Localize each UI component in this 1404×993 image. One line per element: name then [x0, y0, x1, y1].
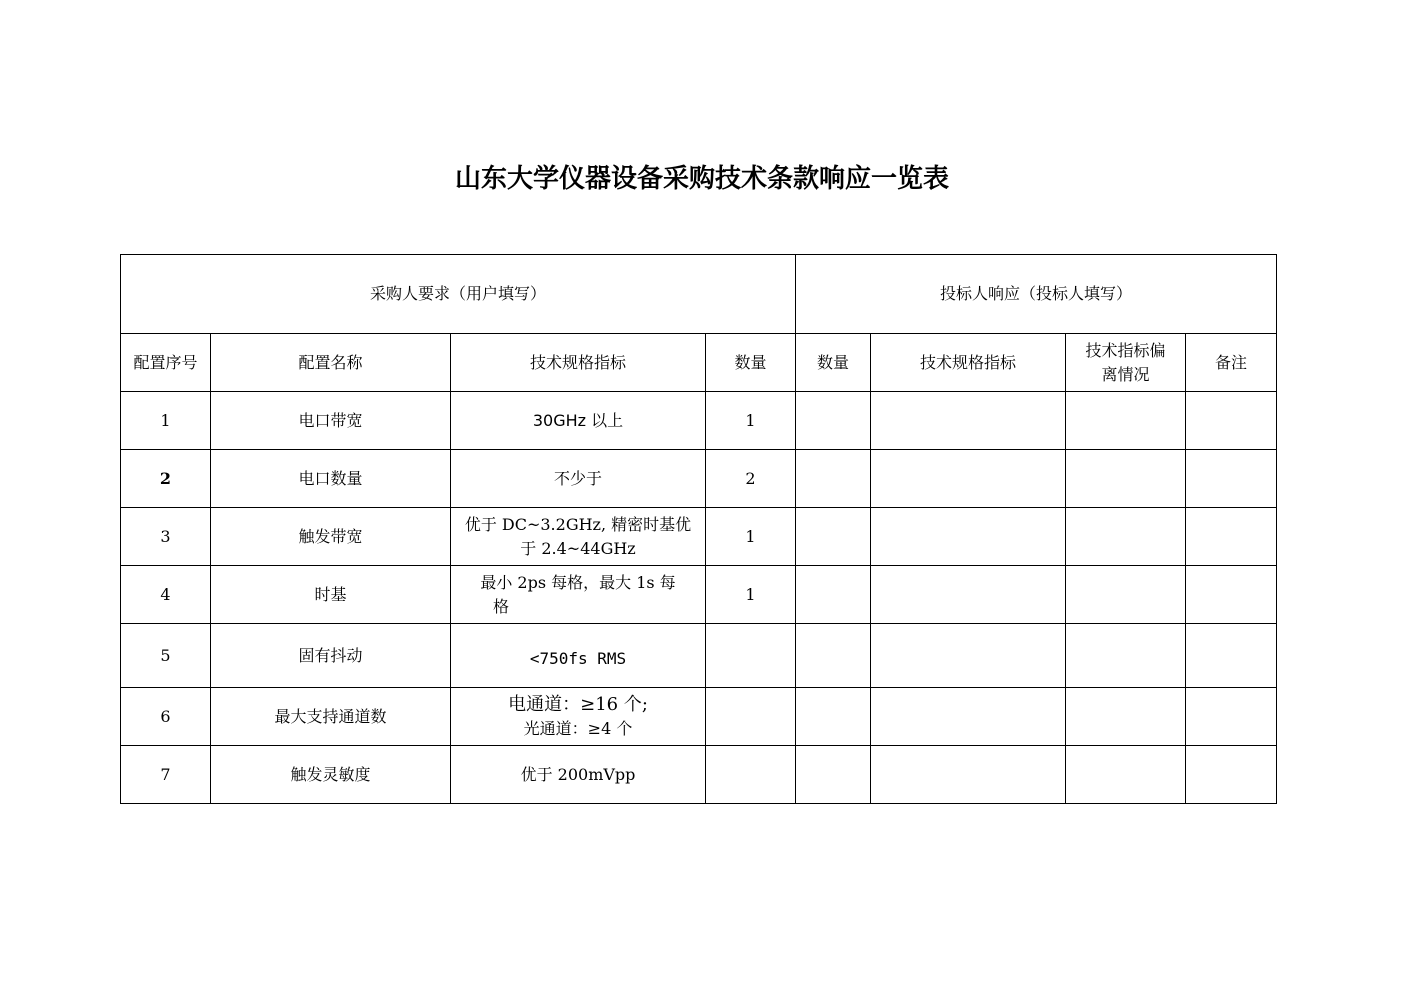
- col-header-qty: 数量: [706, 334, 796, 392]
- row-spec: [451, 566, 706, 624]
- row-spec-line1: 电通道：≥16 个;: [508, 694, 648, 715]
- row-qty: 1: [706, 566, 796, 624]
- row-spec: <750fs RMS: [451, 624, 706, 688]
- row-spec: 30GHz 以上: [451, 392, 706, 450]
- row-remark[interactable]: [1186, 508, 1277, 566]
- row-resp-spec[interactable]: [871, 392, 1066, 450]
- row-seq: 6: [121, 688, 211, 746]
- row-resp-qty[interactable]: [796, 688, 871, 746]
- row-spec: [451, 508, 706, 566]
- row-deviation[interactable]: [1066, 566, 1186, 624]
- buyer-requirements-header: 采购人要求（用户填写）: [121, 255, 796, 334]
- row-name: 电口带宽: [211, 392, 451, 450]
- row-spec: [451, 688, 706, 746]
- row-name: 触发灵敏度: [211, 746, 451, 804]
- row-name: 电口数量: [211, 450, 451, 508]
- row-resp-spec[interactable]: [871, 746, 1066, 804]
- table-row: [121, 392, 1277, 450]
- col-header-deviation: [1066, 334, 1186, 392]
- col-header-name: 配置名称: [211, 334, 451, 392]
- group-header-row: [121, 255, 1277, 334]
- table-row: [121, 688, 1277, 746]
- row-resp-qty[interactable]: [796, 450, 871, 508]
- row-seq: 3: [121, 508, 211, 566]
- row-seq: 4: [121, 566, 211, 624]
- row-qty: 2: [706, 450, 796, 508]
- row-spec: 不少于: [451, 450, 706, 508]
- row-remark[interactable]: [1186, 746, 1277, 804]
- row-name: 固有抖动: [211, 624, 451, 688]
- table-row: [121, 508, 1277, 566]
- row-resp-qty[interactable]: [796, 392, 871, 450]
- table-row: [121, 624, 1277, 688]
- row-qty: 1: [706, 392, 796, 450]
- row-resp-qty[interactable]: [796, 746, 871, 804]
- table-row: [121, 566, 1277, 624]
- response-table: [120, 254, 1277, 804]
- row-seq: 5: [121, 624, 211, 688]
- table-row: [121, 746, 1277, 804]
- row-spec-line1: 最小 2ps 每格，最大 1s 每: [480, 572, 676, 592]
- col-header-remark: 备注: [1186, 334, 1277, 392]
- col-header-seq: 配置序号: [121, 334, 211, 392]
- row-resp-spec[interactable]: [871, 450, 1066, 508]
- row-deviation[interactable]: [1066, 508, 1186, 566]
- row-name: 触发带宽: [211, 508, 451, 566]
- row-remark[interactable]: [1186, 688, 1277, 746]
- col-header-resp-qty: 数量: [796, 334, 871, 392]
- row-resp-qty[interactable]: [796, 508, 871, 566]
- row-qty: [706, 746, 796, 804]
- column-header-row: [121, 334, 1277, 392]
- row-spec-line2: 于 2.4~44GHz: [520, 538, 636, 558]
- row-seq: 7: [121, 746, 211, 804]
- bidder-response-header: 投标人响应（投标人填写）: [796, 255, 1277, 334]
- row-seq: 2: [121, 450, 211, 508]
- col-header-spec: 技术规格指标: [451, 334, 706, 392]
- row-remark[interactable]: [1186, 392, 1277, 450]
- row-qty: [706, 624, 796, 688]
- row-deviation[interactable]: [1066, 624, 1186, 688]
- row-qty: [706, 688, 796, 746]
- row-resp-spec[interactable]: [871, 508, 1066, 566]
- row-spec-line1: 优于 DC~3.2GHz, 精密时基优: [464, 514, 692, 534]
- row-qty: 1: [706, 508, 796, 566]
- col-header-resp-spec: 技术规格指标: [871, 334, 1066, 392]
- row-deviation[interactable]: [1066, 392, 1186, 450]
- row-seq: 1: [121, 392, 211, 450]
- row-resp-spec[interactable]: [871, 566, 1066, 624]
- row-remark[interactable]: [1186, 624, 1277, 688]
- row-deviation[interactable]: [1066, 450, 1186, 508]
- row-deviation[interactable]: [1066, 746, 1186, 804]
- row-spec-line2: 光通道：≥4 个: [523, 719, 633, 738]
- row-resp-qty[interactable]: [796, 566, 871, 624]
- table-row: [121, 450, 1277, 508]
- row-remark[interactable]: [1186, 566, 1277, 624]
- deviation-header-line2: 离情况: [1101, 364, 1150, 384]
- row-name: 时基: [211, 566, 451, 624]
- document-title: 山东大学仪器设备采购技术条款响应一览表: [454, 164, 949, 194]
- row-deviation[interactable]: [1066, 688, 1186, 746]
- deviation-header-line1: 技术指标偏: [1085, 340, 1166, 360]
- row-resp-spec[interactable]: [871, 624, 1066, 688]
- row-spec-line2: 格: [493, 596, 510, 616]
- row-remark[interactable]: [1186, 450, 1277, 508]
- row-resp-spec[interactable]: [871, 688, 1066, 746]
- row-name: 最大支持通道数: [211, 688, 451, 746]
- row-spec: 优于 200mVpp: [451, 746, 706, 804]
- row-resp-qty[interactable]: [796, 624, 871, 688]
